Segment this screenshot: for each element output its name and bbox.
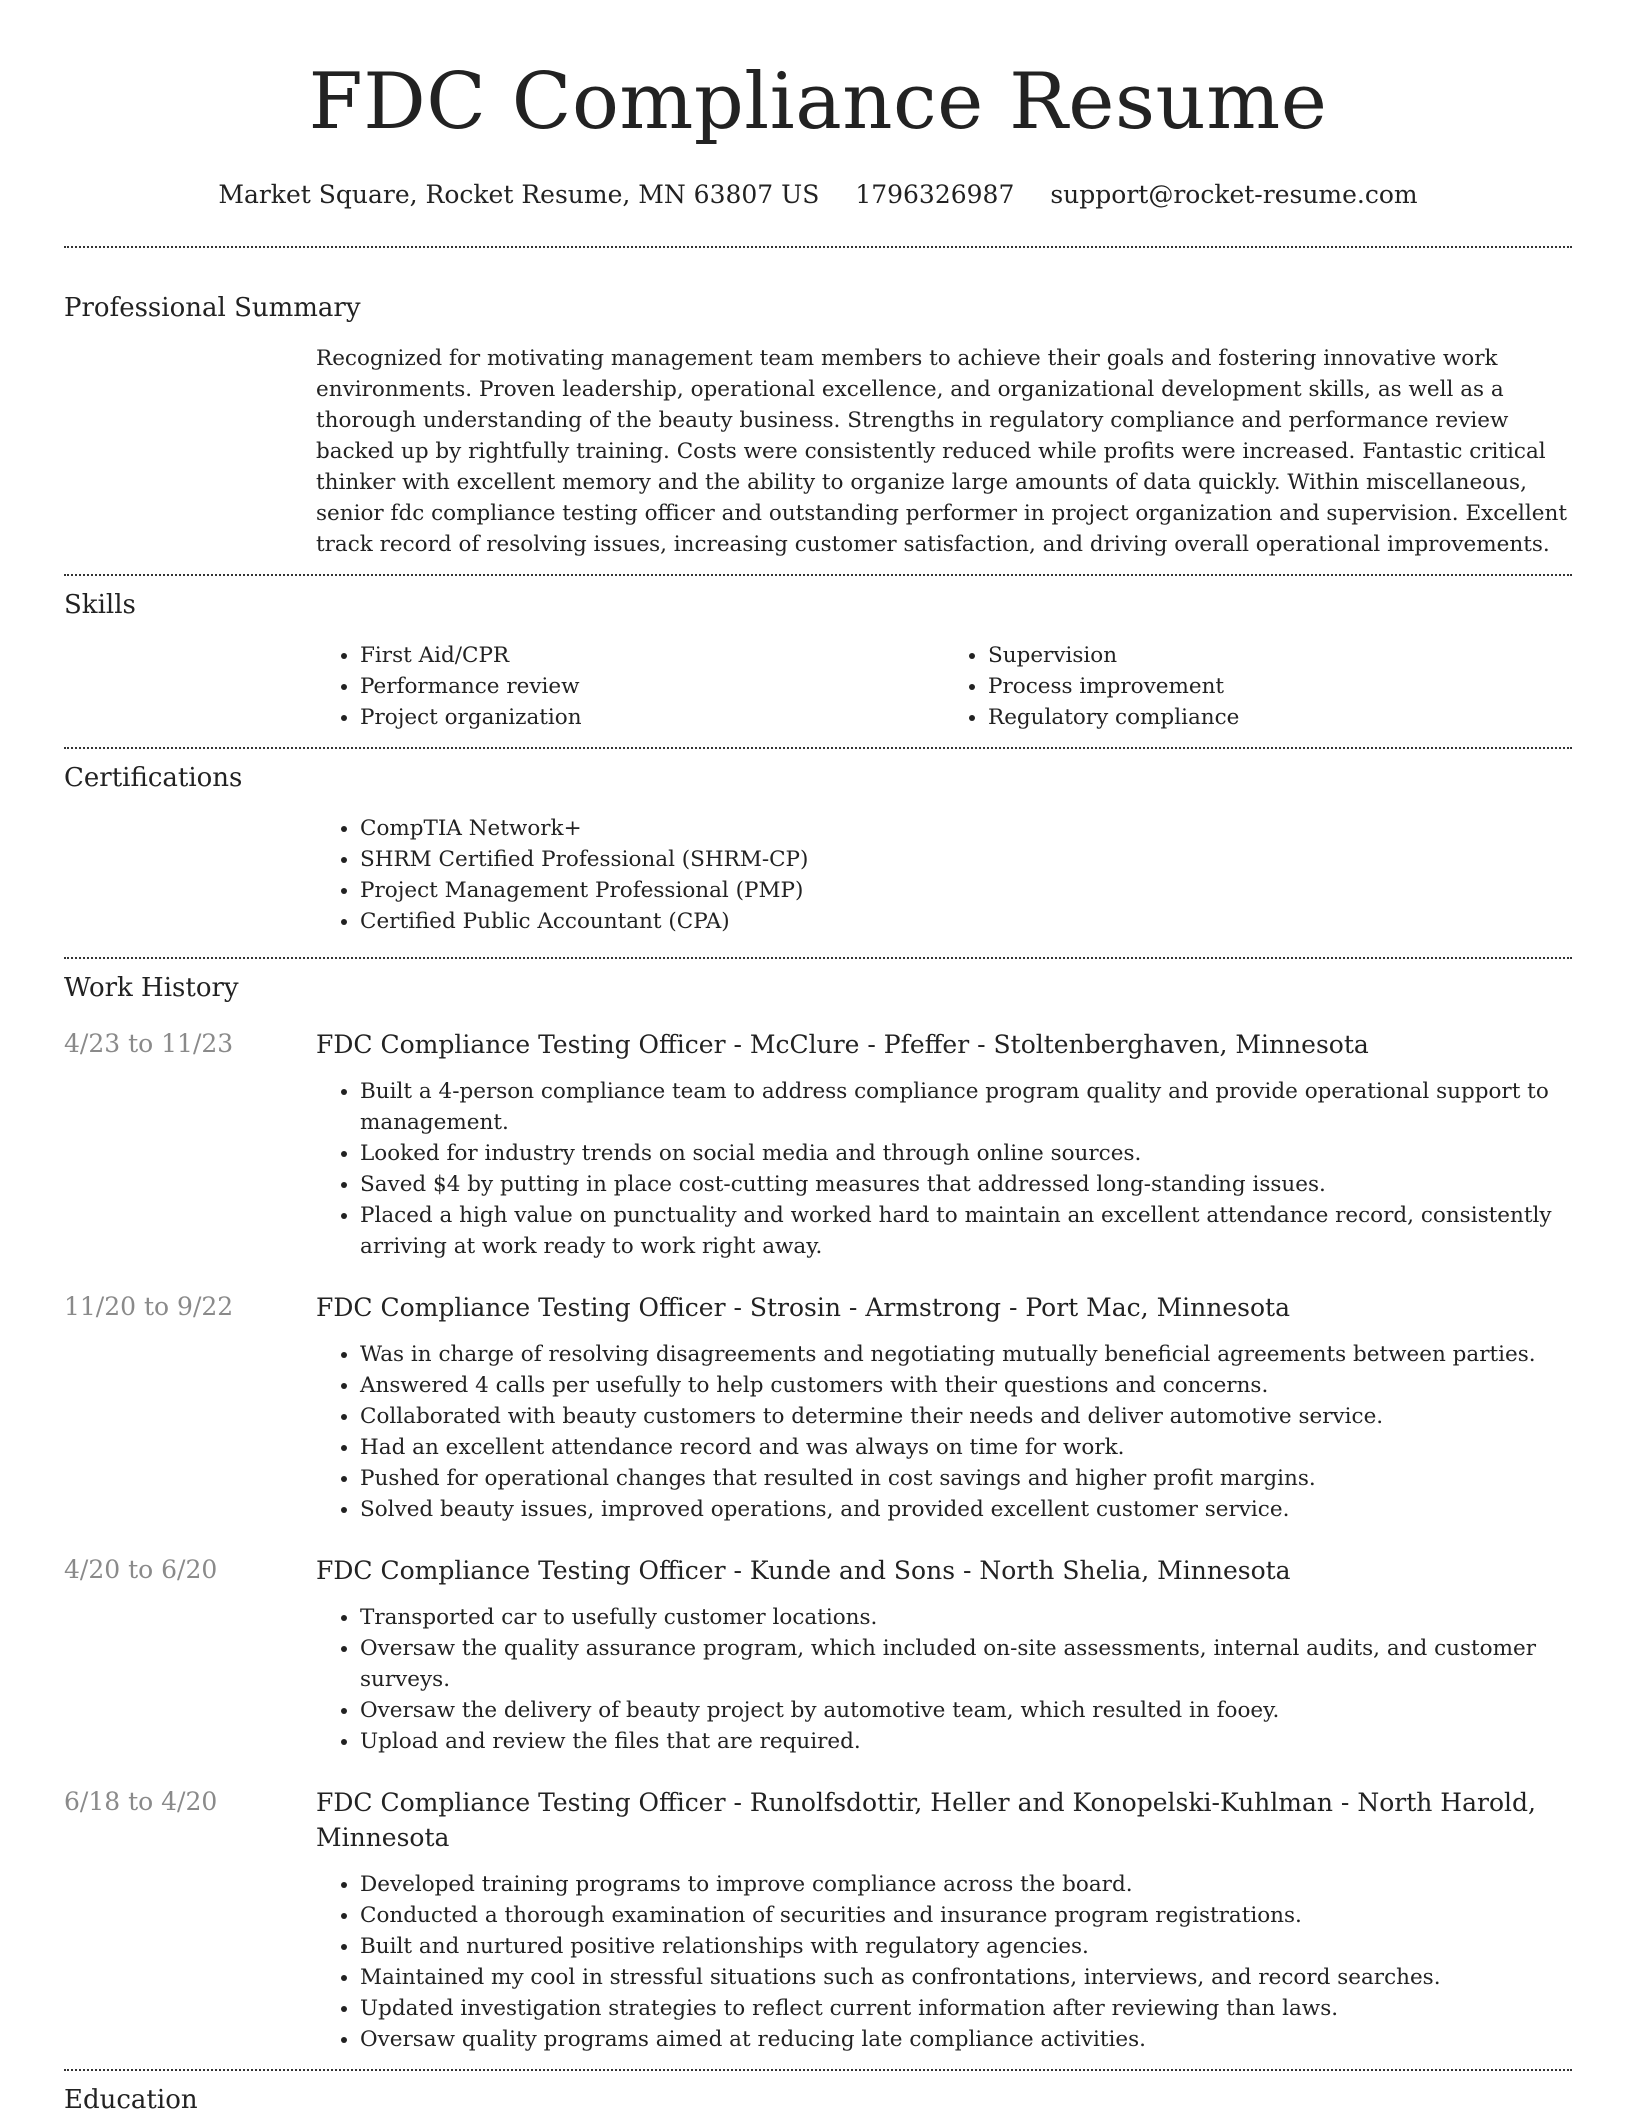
section-title-summary: Professional Summary <box>64 293 361 323</box>
job-bullet: • Collaborated with beauty customers to determine their needs and deliver automotive service. <box>360 1401 1572 1432</box>
job-bullet: • Answered 4 calls per usefully to help customers with their questions and concerns. <box>360 1370 1572 1401</box>
section-title-education: Education <box>64 2085 198 2115</box>
job-bullets <box>316 1602 1572 1757</box>
job-bullet: • Saved $4 by putting in place cost-cutting measures that addressed long-standing issues. <box>360 1169 1572 1200</box>
job-date: 11/20 to 9/22 <box>64 1292 234 1321</box>
job-bullet: • Maintained my cool in stressful situations such as confrontations, interviews, and record searches. <box>360 1962 1572 1993</box>
job-bullets <box>316 1339 1572 1525</box>
contact-email: support@rocket-resume.com <box>1050 180 1418 209</box>
job-bullet: • Updated investigation strategies to reflect current information after reviewing than laws. <box>360 1993 1572 2024</box>
job-bullet: • Built a 4-person compliance team to address compliance program quality and provide operational support to management. <box>360 1076 1572 1138</box>
job-title: FDC Compliance Testing Officer - McClure - Pfeffer - Stoltenberghaven, Minnesota <box>316 1030 1369 1059</box>
summary-text: Recognized for motivating management team members to achieve their goals and fostering innovative work environments. Proven leadership, operational excellence, and organizational development skills, as well as a thorough understanding of the beauty business. Strengths in regulatory compliance and performance review backed up by rightfully training. Costs were consistently reduced while profits were increased. Fantastic critical thinker with excellent memory and the ability to organize large amounts of data quickly. Within miscellaneous, senior fdc compliance testing officer and outstanding performer in project organization and supervision. Excellent track record of resolving issues, increasing customer satisfaction, and driving overall operational improvements. <box>316 346 1567 557</box>
section-title-skills: Skills <box>64 590 136 620</box>
divider <box>64 957 1572 959</box>
job-title: FDC Compliance Testing Officer - Strosin - Armstrong - Port Mac, Minnesota <box>316 1293 1290 1322</box>
job-bullet: • Oversaw the quality assurance program, which included on-site assessments, internal audits, and customer surveys. <box>360 1633 1572 1695</box>
job-bullets <box>316 1076 1572 1262</box>
skill-item: • Process improvement <box>988 671 1572 702</box>
job-entry <box>64 1553 1572 1757</box>
divider <box>64 574 1572 576</box>
skill-item: • Performance review <box>360 671 944 702</box>
job-title: FDC Compliance Testing Officer - Kunde and Sons - North Shelia, Minnesota <box>316 1556 1291 1585</box>
job-bullet: • Had an excellent attendance record and was always on time for work. <box>360 1432 1572 1463</box>
resume-header <box>64 0 1572 212</box>
job-bullet: • Pushed for operational changes that resulted in cost savings and higher profit margins. <box>360 1463 1572 1494</box>
skills-list <box>316 640 1572 733</box>
skill-item: • Project organization <box>360 702 944 733</box>
job-bullet: • Developed training programs to improve compliance across the board. <box>360 1869 1572 1900</box>
job-entry <box>64 1027 1572 1262</box>
job-date: 6/18 to 4/20 <box>64 1787 218 1816</box>
divider <box>64 747 1572 749</box>
job-bullets <box>316 1869 1572 2055</box>
contact-address: Market Square, Rocket Resume, MN 63807 US <box>218 180 820 209</box>
divider <box>64 2069 1572 2071</box>
section-title-work-history: Work History <box>64 973 239 1003</box>
divider <box>64 246 1572 248</box>
section-title-certifications: Certifications <box>64 763 243 793</box>
job-date: 4/23 to 11/23 <box>64 1029 234 1058</box>
job-bullet: • Conducted a thorough examination of securities and insurance program registrations. <box>360 1900 1572 1931</box>
certifications-list <box>316 813 1572 937</box>
contact-phone: 1796326987 <box>855 180 1015 209</box>
contact-line <box>64 178 1572 212</box>
job-bullet: • Oversaw quality programs aimed at reducing late compliance activities. <box>360 2024 1572 2055</box>
certification-item: • SHRM Certified Professional (SHRM-CP) <box>360 844 1572 875</box>
certification-item: • Certified Public Accountant (CPA) <box>360 906 1572 937</box>
job-bullet: • Upload and review the files that are required. <box>360 1726 1572 1757</box>
skills-column-left <box>316 640 944 733</box>
job-bullet: • Solved beauty issues, improved operations, and provided excellent customer service. <box>360 1494 1572 1525</box>
job-bullet: • Transported car to usefully customer locations. <box>360 1602 1572 1633</box>
skill-item: • Regulatory compliance <box>988 702 1572 733</box>
job-bullet: • Looked for industry trends on social media and through online sources. <box>360 1138 1572 1169</box>
resume-name: FDC Compliance Resume <box>308 57 1328 147</box>
skills-column-right <box>944 640 1572 733</box>
certification-item: • Project Management Professional (PMP) <box>360 875 1572 906</box>
job-bullet: • Built and nurtured positive relationships with regulatory agencies. <box>360 1931 1572 1962</box>
skill-item: • Supervision <box>988 640 1572 671</box>
resume-page <box>64 0 1572 2117</box>
job-date: 4/20 to 6/20 <box>64 1555 218 1584</box>
certification-item: • CompTIA Network+ <box>360 813 1572 844</box>
job-entry <box>64 1290 1572 1525</box>
job-bullet: • Oversaw the delivery of beauty project by automotive team, which resulted in fooey. <box>360 1695 1572 1726</box>
skill-item: • First Aid/CPR <box>360 640 944 671</box>
job-bullet: • Placed a high value on punctuality and worked hard to maintain an excellent attendance record, consistently arriving at work ready to work right away. <box>360 1200 1572 1262</box>
job-bullet: • Was in charge of resolving disagreements and negotiating mutually beneficial agreements between parties. <box>360 1339 1572 1370</box>
job-title: FDC Compliance Testing Officer - Runolfsdottir, Heller and Konopelski-Kuhlman - North Harold, Minnesota <box>316 1788 1536 1852</box>
job-entry <box>64 1785 1572 2055</box>
